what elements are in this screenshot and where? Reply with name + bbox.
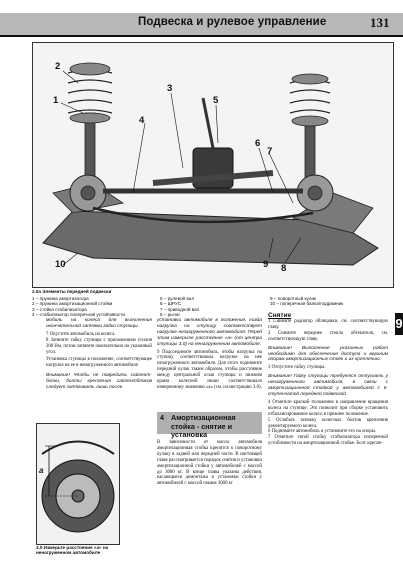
step-7: 7 Отметьте тягой стойку стабилизатора поперечной устойчивости на амортизационной стойке. Болт крепле- — [268, 435, 388, 447]
step-6: 6 Поднимите автомобиль и установите его на опоры. — [268, 429, 377, 435]
section-number: 4 — [160, 413, 164, 422]
callout-5: 5 — [213, 95, 219, 106]
warning-note: Внимание! Гайку ступицы требуется отпускать у ненагруженного автомобиля, в связи с амортизационной стойкой у автомобилей с 6-ступенчатой передней подвеской. — [268, 374, 388, 397]
suspension-drawing — [33, 43, 393, 287]
column-2 — [157, 318, 262, 391]
column-1 — [46, 318, 152, 391]
tire-drawing — [37, 424, 119, 544]
callout-9: 9 — [263, 259, 269, 270]
step-7: 7 Опустите автомобиль на колеса. — [46, 331, 116, 337]
callout-4: 4 — [139, 115, 145, 126]
paragraph: Установка ступицы в положение, соответствующее нагрузке на ее в ненагруженного автомобиля — [46, 357, 152, 369]
chapter-tab-badge: 9 — [395, 313, 403, 335]
step-1: 1 Снимите радиатор облицовки, см. соответствующую главу. — [268, 319, 388, 330]
distance-label: a — [39, 466, 44, 475]
step-9: 9 Подсоедините автомобиль, чтобы нагрузка на ступицу соответствовала нагрузке на нее незагруженного автомобиля. Для этого поднимите передний кулак таким образом, чтобы расстояние между центральной осью ступицы и нижним краем колесной ниши соответствовало измеренному значению «а» (см. иллюстрацию 3.0). — [157, 349, 262, 390]
figure-caption-left: 1 – пружина амортизатора 2 – пружина амортизационной стойки 3 – стойка стабилизатора 4 – стабилизатор поперечной устойчивости — [32, 296, 125, 318]
callout-3: 3 — [167, 83, 173, 94]
callout-6: 6 — [255, 138, 261, 149]
callout-1: 1 — [53, 95, 59, 106]
suspension-illustration — [32, 42, 394, 288]
tire-distance-illustration — [36, 423, 120, 545]
step-4: 4 Отметьте краской положение и направление вращения колеса на ступице. Это позволит при сборке установить отбалансированное колесо в прежнее положение. — [268, 399, 388, 417]
section-title: Амортизационная стойка - снятие и установка — [171, 413, 236, 439]
figure-caption-title: 2.0a Элементы передней подвески — [32, 289, 112, 294]
callout-10: 10 — [55, 259, 66, 270]
warning-note: Внимание! Чтобы не повредить сайлент-блоки, болты крепления сайлентблоков следует затягивать лишь после — [46, 373, 152, 391]
tire-figure-caption: 3.0 Измерьте расстояние «а» на ненагруженном автомобиле — [36, 545, 109, 556]
step-3: 3 Отпустите гайку ступицы. — [268, 365, 326, 371]
column-3 — [268, 312, 388, 447]
callout-2: 2 — [55, 61, 61, 72]
page-number: 131 — [370, 15, 390, 30]
figure-caption-mid: 5 – рулевой вал 6 – ШРУС 7 – приводной вал 8 – рычаг — [160, 296, 200, 318]
subheading-removal: Снятие — [268, 312, 292, 319]
step-8: 8 Затяните гайку ступицы с приложением усилия 200 Нм, потом затяните окончательно на указанный угол. — [46, 337, 152, 355]
callout-8: 8 — [281, 263, 287, 274]
figure-caption-right: 9 – поворотный кулак 10 – поперечная балка/подрамник — [270, 296, 344, 307]
page-title: Подвеска и рулевое управление — [138, 16, 327, 28]
paragraph: мобиль на колеса для выполнения окончательной затяжки гайки ступицы. — [46, 318, 152, 329]
warning-note: Внимание! Выполнение указанных работ необходимо для обеспечения доступа к верхним опорам амортизационных стоек и их креплению. — [268, 345, 388, 363]
section-intro: В зависимости от массы автомобиля амортизационная стойка крепится к поворотному кулаку в задней или передней части. В настоящей главе рассматривается порядок снятия и установки амортизационной стойки у автомобилей с массой до 3000 кг. В конце главы указаны действия, касающиеся демонтажа и установки стойки у автомобилей с массой свыше 3000 кг — [157, 440, 262, 487]
step-5: 5 Ослабьте затяжку колесных болтов крепления демонтируемого колеса. — [268, 417, 388, 429]
step-2: 2 Снимите переднее стекло обтекателя, см. соответствующую главу. — [268, 330, 388, 342]
callout-7: 7 — [267, 146, 273, 157]
paragraph: установки автомобиля в положение, когда нагрузка на ступицу соответствует нагрузке незагруженного автомобиля. Перед этим измерьте расстояние «а» (от центра ступицы 3.0) на ненагруженном автомобиле. — [157, 318, 262, 347]
section-heading — [157, 412, 262, 439]
